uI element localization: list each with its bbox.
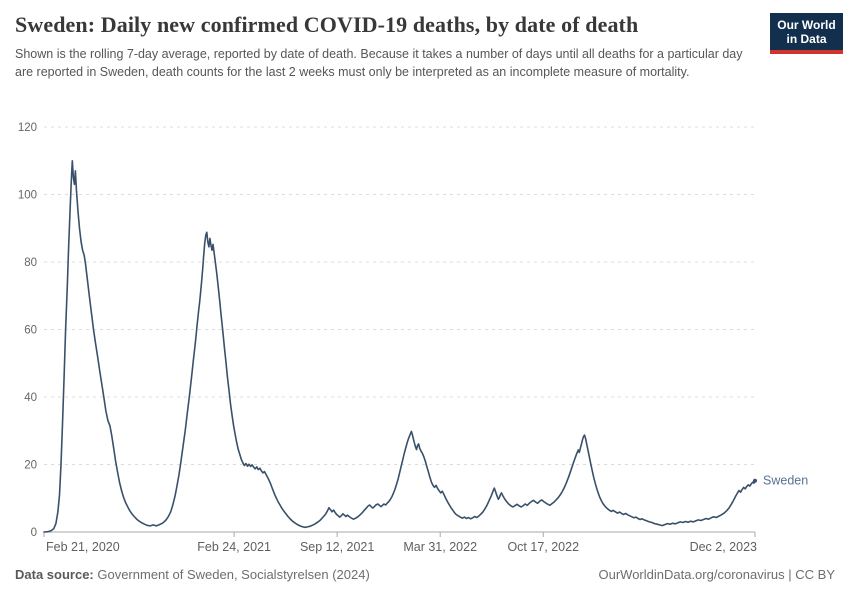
x-axis-tick-label: Oct 17, 2022 (507, 540, 580, 554)
x-axis-tick-label: Dec 2, 2023 (689, 540, 757, 554)
y-axis-tick-label: 0 (30, 527, 37, 539)
owid-logo-line1: Our World (777, 18, 836, 32)
y-axis-tick-label: 40 (24, 392, 37, 404)
x-axis-tick-label: Feb 21, 2020 (46, 540, 120, 554)
owid-logo-line2: in Data (786, 32, 827, 46)
x-axis-tick-label: Feb 24, 2021 (197, 540, 271, 554)
series-label-sweden[interactable]: Sweden (763, 473, 809, 488)
y-axis-tick-label: 100 (17, 189, 37, 202)
chart-subtitle: Shown is the rolling 7-day average, reported by date of death. Because it takes a number of days until all deaths for a particular day are reported in Sweden, death counts for the last 2 weeks must only be interpreted as an incomplete measure of mortality. (15, 47, 743, 80)
y-axis-tick-label: 20 (24, 459, 37, 472)
owid-credit-link[interactable]: OurWorldinData.org/coronavirus | CC BY (598, 567, 835, 582)
chart-footer (15, 567, 835, 582)
data-line-sweden[interactable] (44, 161, 755, 532)
y-axis-tick-label: 80 (24, 257, 37, 269)
data-source (15, 567, 370, 582)
chart-title: Sweden: Daily new confirmed COVID-19 deaths, by date of death (15, 12, 639, 37)
x-axis-tick-label: Mar 31, 2022 (403, 540, 478, 554)
y-axis-tick-label: 120 (17, 122, 37, 134)
data-source-value: Government of Sweden, Socialstyrelsen (2024) (93, 567, 370, 582)
data-source-label: Data source: (15, 567, 94, 582)
line-end-marker (753, 479, 757, 483)
y-axis-tick-label: 60 (24, 324, 37, 337)
x-axis-tick-label: Sep 12, 2021 (299, 540, 375, 554)
